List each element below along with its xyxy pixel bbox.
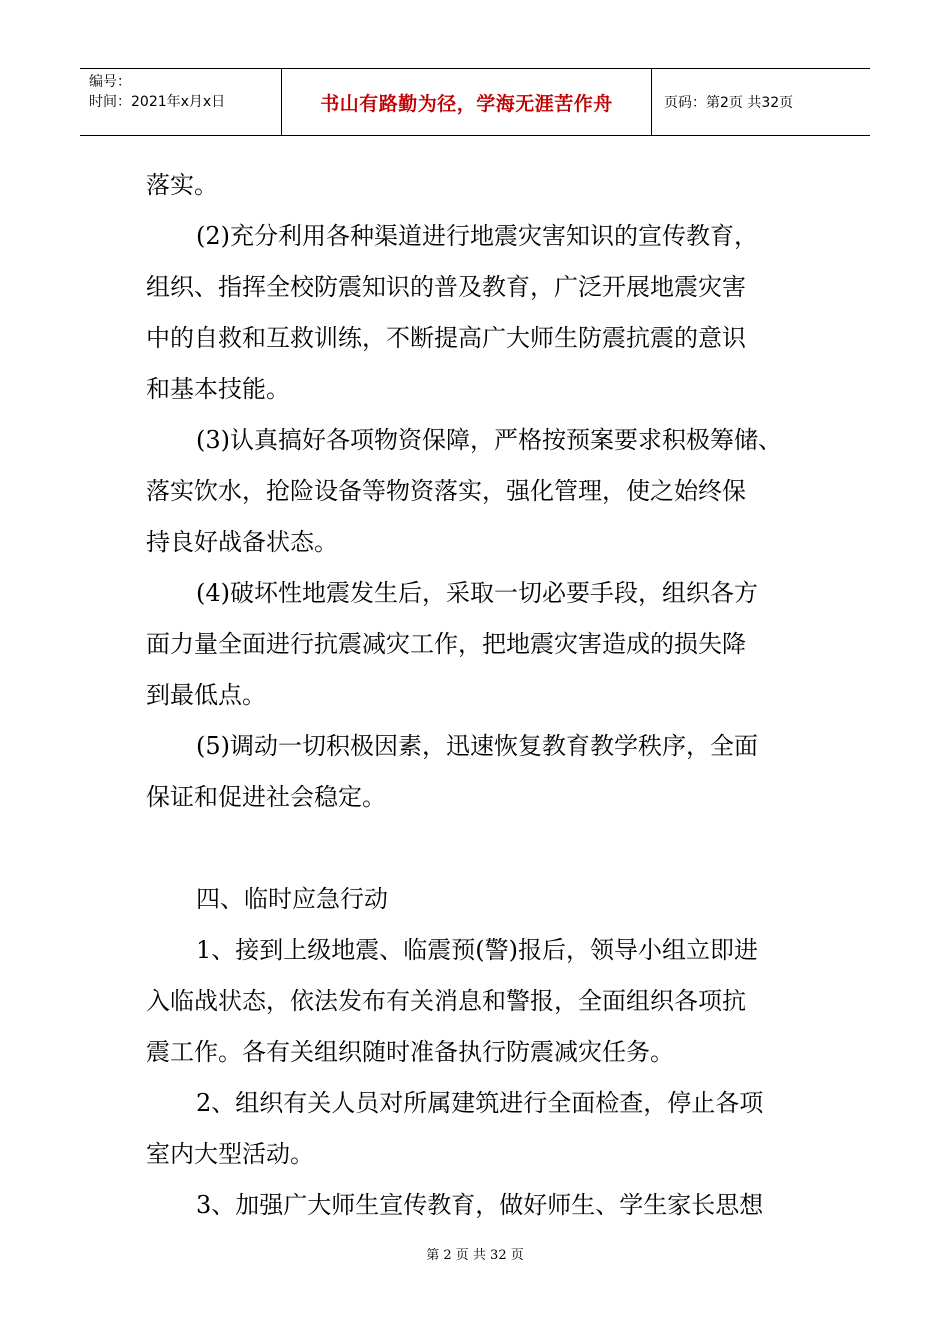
body-line: 面力量全面进行抗震减灾工作，把地震灾害造成的损失降 xyxy=(146,630,746,658)
section-heading: 四、临时应急行动 xyxy=(196,885,388,913)
body-line: 3、加强广大师生宣传教育，做好师生、学生家长思想 xyxy=(196,1191,764,1219)
document-body xyxy=(146,160,806,1231)
body-line: 落实。 xyxy=(146,171,218,199)
body-line: 中的自救和互救训练，不断提高广大师生防震抗震的意识 xyxy=(146,324,746,352)
paragraph-gap xyxy=(146,823,806,874)
body-line: 落实饮水，抢险设备等物资落实，强化管理，使之始终保 xyxy=(146,477,746,505)
body-line: (3)认真搞好各项物资保障，严格按预案要求积极筹储、 xyxy=(196,426,782,454)
header-meta xyxy=(80,69,282,135)
header-page-info: 页码：第2页 共32页 xyxy=(664,95,794,111)
body-line: 室内大型活动。 xyxy=(146,1140,314,1168)
number-label: 编号： xyxy=(89,74,131,90)
body-line: 保证和促进社会稳定。 xyxy=(146,783,386,811)
body-line: (4)破坏性地震发生后，采取一切必要手段，组织各方 xyxy=(196,579,758,607)
page-header xyxy=(80,68,870,136)
body-line: 入临战状态，依法发布有关消息和警报，全面组织各项抗 xyxy=(146,987,746,1015)
body-line: 到最低点。 xyxy=(146,681,266,709)
body-line: (2)充分利用各种渠道进行地震灾害知识的宣传教育， xyxy=(196,222,758,250)
body-line: 震工作。各有关组织随时准备执行防震减灾任务。 xyxy=(146,1038,674,1066)
body-line: 和基本技能。 xyxy=(146,375,290,403)
body-line: 持良好战备状态。 xyxy=(146,528,338,556)
page-footer: 第 2 页 共 32 页 xyxy=(426,1248,524,1263)
body-line: 组织、指挥全校防震知识的普及教育，广泛开展地震灾害 xyxy=(146,273,746,301)
time-label: 时间：2021年x月x日 xyxy=(89,94,226,110)
body-line: 1、接到上级地震、临震预(警)报后，领导小组立即进 xyxy=(196,936,758,964)
body-line: 2、组织有关人员对所属建筑进行全面检查，停止各项 xyxy=(196,1089,764,1117)
body-line: (5)调动一切积极因素，迅速恢复教育教学秩序，全面 xyxy=(196,732,758,760)
header-motto: 书山有路勤为径，学海无涯苦作舟 xyxy=(282,69,652,135)
